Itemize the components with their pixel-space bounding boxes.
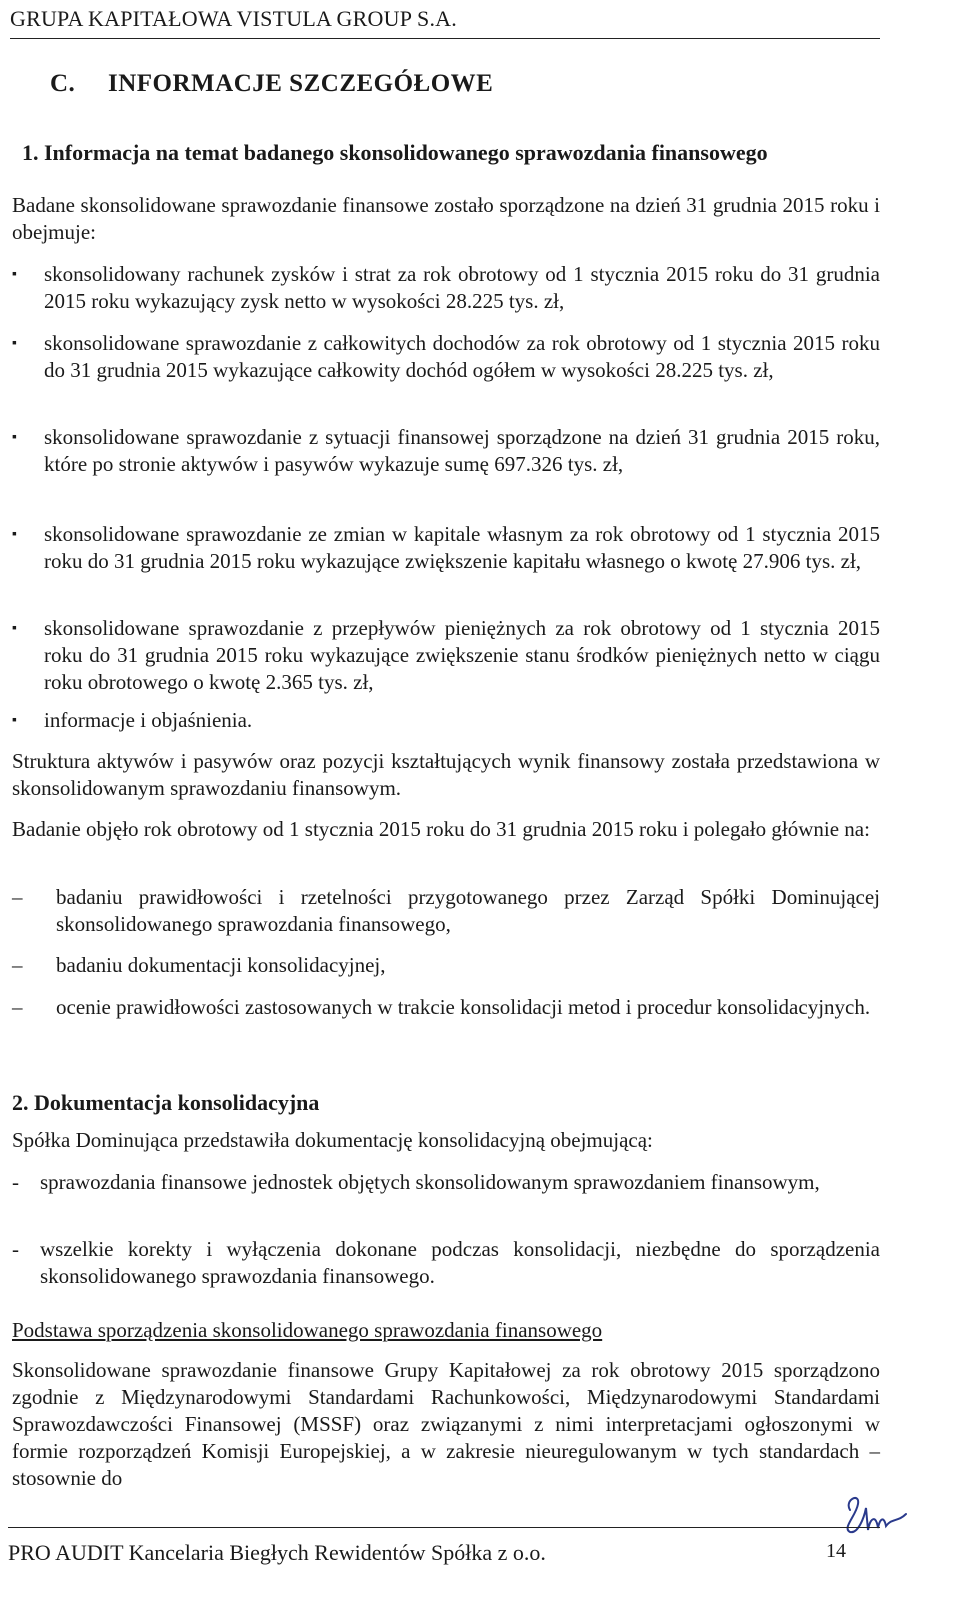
audit-intro-paragraph: Badanie objęło rok obrotowy od 1 stycznia 2015 roku do 31 grudnia 2015 roku i polegało głównie na: (12, 817, 870, 841)
dash-item (12, 952, 880, 979)
heading-1: 1. Informacja na temat badanego skonsolidowanego sprawozdania finansowego (22, 140, 768, 165)
hyphen-mark: - (12, 1237, 19, 1261)
list-item (12, 330, 880, 411)
dash-mark: – (12, 953, 23, 977)
dash-item-text: badaniu prawidłowości i rzetelności przygotowanego przez Zarząd Spółki Dominującej skonsolidowanego sprawozdania finansowego, (56, 885, 880, 936)
dash-item (12, 1236, 880, 1290)
list-item-text: informacje i objaśnienia. (44, 708, 253, 732)
bullet-mark: ▪ (12, 527, 17, 542)
intro-paragraph: Badane skonsolidowane sprawozdanie finansowe zostało sporządzone na dzień 31 grudnia 2015 roku i obejmuje: (12, 193, 880, 244)
dash-item-text: ocenie prawidłowości zastosowanych w trakcie konsolidacji metod i procedur konsolidacyjnych. (56, 995, 871, 1019)
list-item-text: skonsolidowane sprawozdanie z sytuacji finansowej sporządzone na dzień 31 grudnia 2015 roku, które po stronie aktywów i pasywów wykazuje sumę 697.326 tys. zł, (44, 425, 880, 476)
list-item-text: skonsolidowany rachunek zysków i strat za rok obrotowy od 1 stycznia 2015 roku do 31 grudnia 2015 roku wykazujący zysk netto w wysokości 28.225 tys. zł, (44, 262, 880, 313)
section-title (50, 70, 493, 98)
s2-intro-paragraph: Spółka Dominująca przedstawiła dokumentację konsolidacyjną obejmującą: (12, 1128, 653, 1152)
dash-item-text: wszelkie korekty i wyłączenia dokonane podczas konsolidacji, niezbędne do sporządzenia skonsolidowanego sprawozdania finansowego. (40, 1237, 880, 1288)
dash-item (12, 884, 880, 938)
footer-rule (8, 1527, 880, 1528)
subheading-underlined: Podstawa sporządzenia skonsolidowanego sprawozdania finansowego (12, 1318, 603, 1342)
bullet-mark: ▪ (12, 430, 17, 445)
bullet-mark: ▪ (12, 336, 17, 351)
list-item-text: skonsolidowane sprawozdanie ze zmian w kapitale własnym za rok obrotowy od 1 stycznia 2015 roku do 31 grudnia 2015 roku wykazujące zwiększenie kapitału własnego o kwotę 27.906 tys. zł, (44, 522, 880, 573)
section-number: C. (50, 70, 76, 97)
page-footer: PRO AUDIT Kancelaria Biegłych Rewidentów Spółka z o.o. (8, 1540, 546, 1565)
section-title-text: INFORMACJE SZCZEGÓŁOWE (108, 70, 494, 97)
structure-paragraph: Struktura aktywów i pasywów oraz pozycji kształtujących wynik finansowy została przedstawiona w skonsolidowanym sprawozdaniu finansowym. (12, 749, 880, 800)
list-item (12, 261, 880, 315)
dash-item (12, 1169, 880, 1223)
bullet-mark: ▪ (12, 621, 17, 636)
bullet-mark: ▪ (12, 713, 17, 728)
dash-item (12, 994, 880, 1048)
list-item-text: skonsolidowane sprawozdanie z całkowitych dochodów za rok obrotowy od 1 stycznia 2015 roku do 31 grudnia 2015 wykazujące całkowity dochód ogółem w wysokości 28.225 tys. zł, (44, 331, 880, 382)
dash-mark: – (12, 995, 23, 1019)
list-item-text: skonsolidowane sprawozdanie z przepływów pieniężnych za rok obrotowy od 1 stycznia 2015 roku do 31 grudnia 2015 roku wykazujące zwiększenie stanu środków pieniężnych netto w ciągu roku obrotowego o kwotę 2.365 tys. zł, (44, 616, 880, 694)
dash-item-text: badaniu dokumentacji konsolidacyjnej, (56, 953, 386, 977)
basis-paragraph: Skonsolidowane sprawozdanie finansowe Grupy Kapitałowej za rok obrotowy 2015 sporządzono zgodnie z Międzynarodowymi Standardami Rachunkowości, Międzynarodowymi Standardami Sprawozdawczości Finansowej (MSSF) oraz związanymi z nimi interpretacjami ogłoszonymi w formie rozporządzeń Komisji Europejskiej, a w zakresie nieuregulowanym w tych standardach – stosownie do (12, 1358, 880, 1490)
dash-mark: – (12, 885, 23, 909)
bullet-mark: ▪ (12, 267, 17, 282)
page-number: 14 (826, 1540, 846, 1562)
list-item (12, 521, 880, 602)
hyphen-mark: - (12, 1170, 19, 1194)
page-header: GRUPA KAPITAŁOWA VISTULA GROUP S.A. (10, 6, 880, 39)
list-item (12, 615, 880, 696)
dash-item-text: sprawozdania finansowe jednostek objętych skonsolidowanym sprawozdaniem finansowym, (40, 1170, 820, 1194)
signature-initials (836, 1488, 936, 1538)
list-item (12, 707, 880, 734)
heading-2: 2. Dokumentacja konsolidacyjna (12, 1090, 320, 1115)
list-item (12, 424, 880, 505)
